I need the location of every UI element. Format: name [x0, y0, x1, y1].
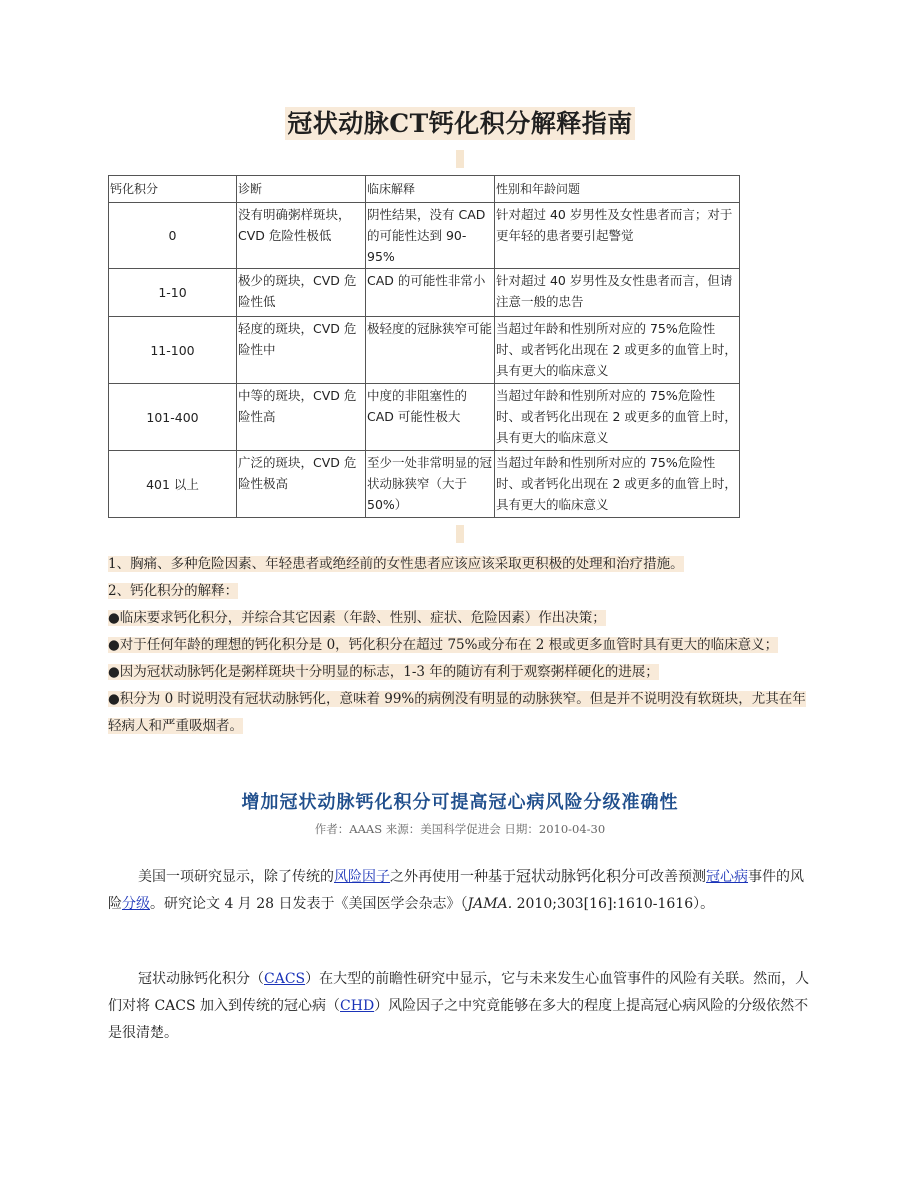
clinical-cell: CAD 的可能性非常小: [366, 269, 495, 317]
diagnosis-cell: 极少的斑块，CVD 危险性低: [237, 269, 366, 317]
gender-age-cell: 当超过年龄和性别所对应的 75%危险性时、或者钙化出现在 2 或更多的血管上时，具有更大的临床意义: [495, 384, 740, 451]
gender-age-cell: 当超过年龄和性别所对应的 75%危险性时、或者钙化出现在 2 或更多的血管上时，具有更大的临床意义: [495, 451, 740, 518]
score-cell: 101-400: [109, 384, 237, 451]
document-title-text: 冠状动脉CT钙化积分解释指南: [287, 109, 633, 138]
gender-age-cell: 当超过年龄和性别所对应的 75%危险性时、或者钙化出现在 2 或更多的血管上时，具有更大的临床意义: [495, 317, 740, 384]
note-item: ●临床要求钙化积分，并综合其它因素（年龄、性别、症状、危险因素）作出决策；: [108, 610, 606, 626]
article-meta: 作者：AAAS 来源：美国科学促进会 日期：2010-04-30: [314, 822, 606, 836]
score-cell: 401 以上: [109, 451, 237, 518]
note-item: ●因为冠状动脉钙化是粥样斑块十分明显的标志，1-3 年的随访有利于观察粥样硬化的进展；: [108, 664, 659, 680]
note-item: ●积分为 0 时说明没有冠状动脉钙化，意味着 99%的病例没有明显的动脉狭窄。但是并不说明没有软斑块，尤其在年轻病人和严重吸烟者。: [108, 691, 806, 734]
header-gender-age: 性别和年龄问题: [495, 176, 740, 203]
table-header-row: [109, 176, 740, 203]
chd-link[interactable]: 冠心病: [706, 869, 749, 885]
gender-age-cell: 针对超过 40 岁男性及女性患者而言，但请注意一般的忠告: [495, 269, 740, 317]
paragraph-marker: [456, 150, 464, 168]
document-title: [0, 104, 920, 140]
table-row: [109, 317, 740, 384]
table-row: [109, 203, 740, 269]
header-score: 钙化积分: [109, 176, 237, 203]
note-item: 1、胸痛、多种危险因素、年轻患者或绝经前的女性患者应该应该采取更积极的处理和治疗措施。: [108, 556, 684, 572]
calcium-score-table: [108, 175, 740, 518]
cacs-link[interactable]: CACS: [264, 971, 306, 987]
article-title: 增加冠状动脉钙化积分可提高冠心病风险分级准确性: [241, 792, 679, 813]
article-paragraph: 冠状动脉钙化积分（CACS）在大型的前瞻性研究中显示，它与未来发生心血管事件的风险有关联。然而，人们对将 CACS 加入到传统的冠心病（CHD）风险因子之中究竟能够在多大的程度上提高冠心病风险的分级依然不是很清楚。: [108, 971, 810, 1041]
diagnosis-cell: 中等的斑块，CVD 危险性高: [237, 384, 366, 451]
article-paragraph: 美国一项研究显示，除了传统的风险因子之外再使用一种基于冠状动脉钙化积分可改善预测冠心病事件的风险分级。研究论文 4 月 28 日发表于《美国医学会杂志》（JAMA. 2010;303[16]:1610-1616）。: [108, 867, 805, 912]
diagnosis-cell: 轻度的斑块，CVD 危险性中: [237, 317, 366, 384]
clinical-cell: 阴性结果，没有 CAD 的可能性达到 90-95%: [366, 203, 495, 269]
journal-name: JAMA.: [467, 896, 513, 912]
gender-age-cell: 针对超过 40 岁男性及女性患者而言；对于更年轻的患者要引起警觉: [495, 203, 740, 269]
risk-factor-link[interactable]: 风险因子: [334, 869, 390, 885]
notes-section: [108, 551, 813, 740]
paragraph-marker: [456, 525, 464, 543]
score-cell: 11-100: [109, 317, 237, 384]
table-row: [109, 269, 740, 317]
note-item: 2、钙化积分的解释：: [108, 583, 239, 599]
chd-abbr-link[interactable]: CHD: [340, 998, 375, 1014]
score-cell: 1-10: [109, 269, 237, 317]
header-diagnosis: 诊断: [237, 176, 366, 203]
clinical-cell: 中度的非阻塞性的 CAD 可能性极大: [366, 384, 495, 451]
table-row: [109, 451, 740, 518]
diagnosis-cell: 广泛的斑块，CVD 危险性极高: [237, 451, 366, 518]
grading-link[interactable]: 分级: [122, 896, 150, 912]
diagnosis-cell: 没有明确粥样斑块，CVD 危险性极低: [237, 203, 366, 269]
note-item: ●对于任何年龄的理想的钙化积分是 0，钙化积分在超过 75%或分布在 2 根或更多血管时具有更大的临床意义；: [108, 637, 779, 653]
table-row: [109, 384, 740, 451]
header-clinical: 临床解释: [366, 176, 495, 203]
clinical-cell: 至少一处非常明显的冠状动脉狭窄（大于 50%）: [366, 451, 495, 518]
clinical-cell: 极轻度的冠脉狭窄可能: [366, 317, 495, 384]
score-cell: 0: [109, 203, 237, 269]
